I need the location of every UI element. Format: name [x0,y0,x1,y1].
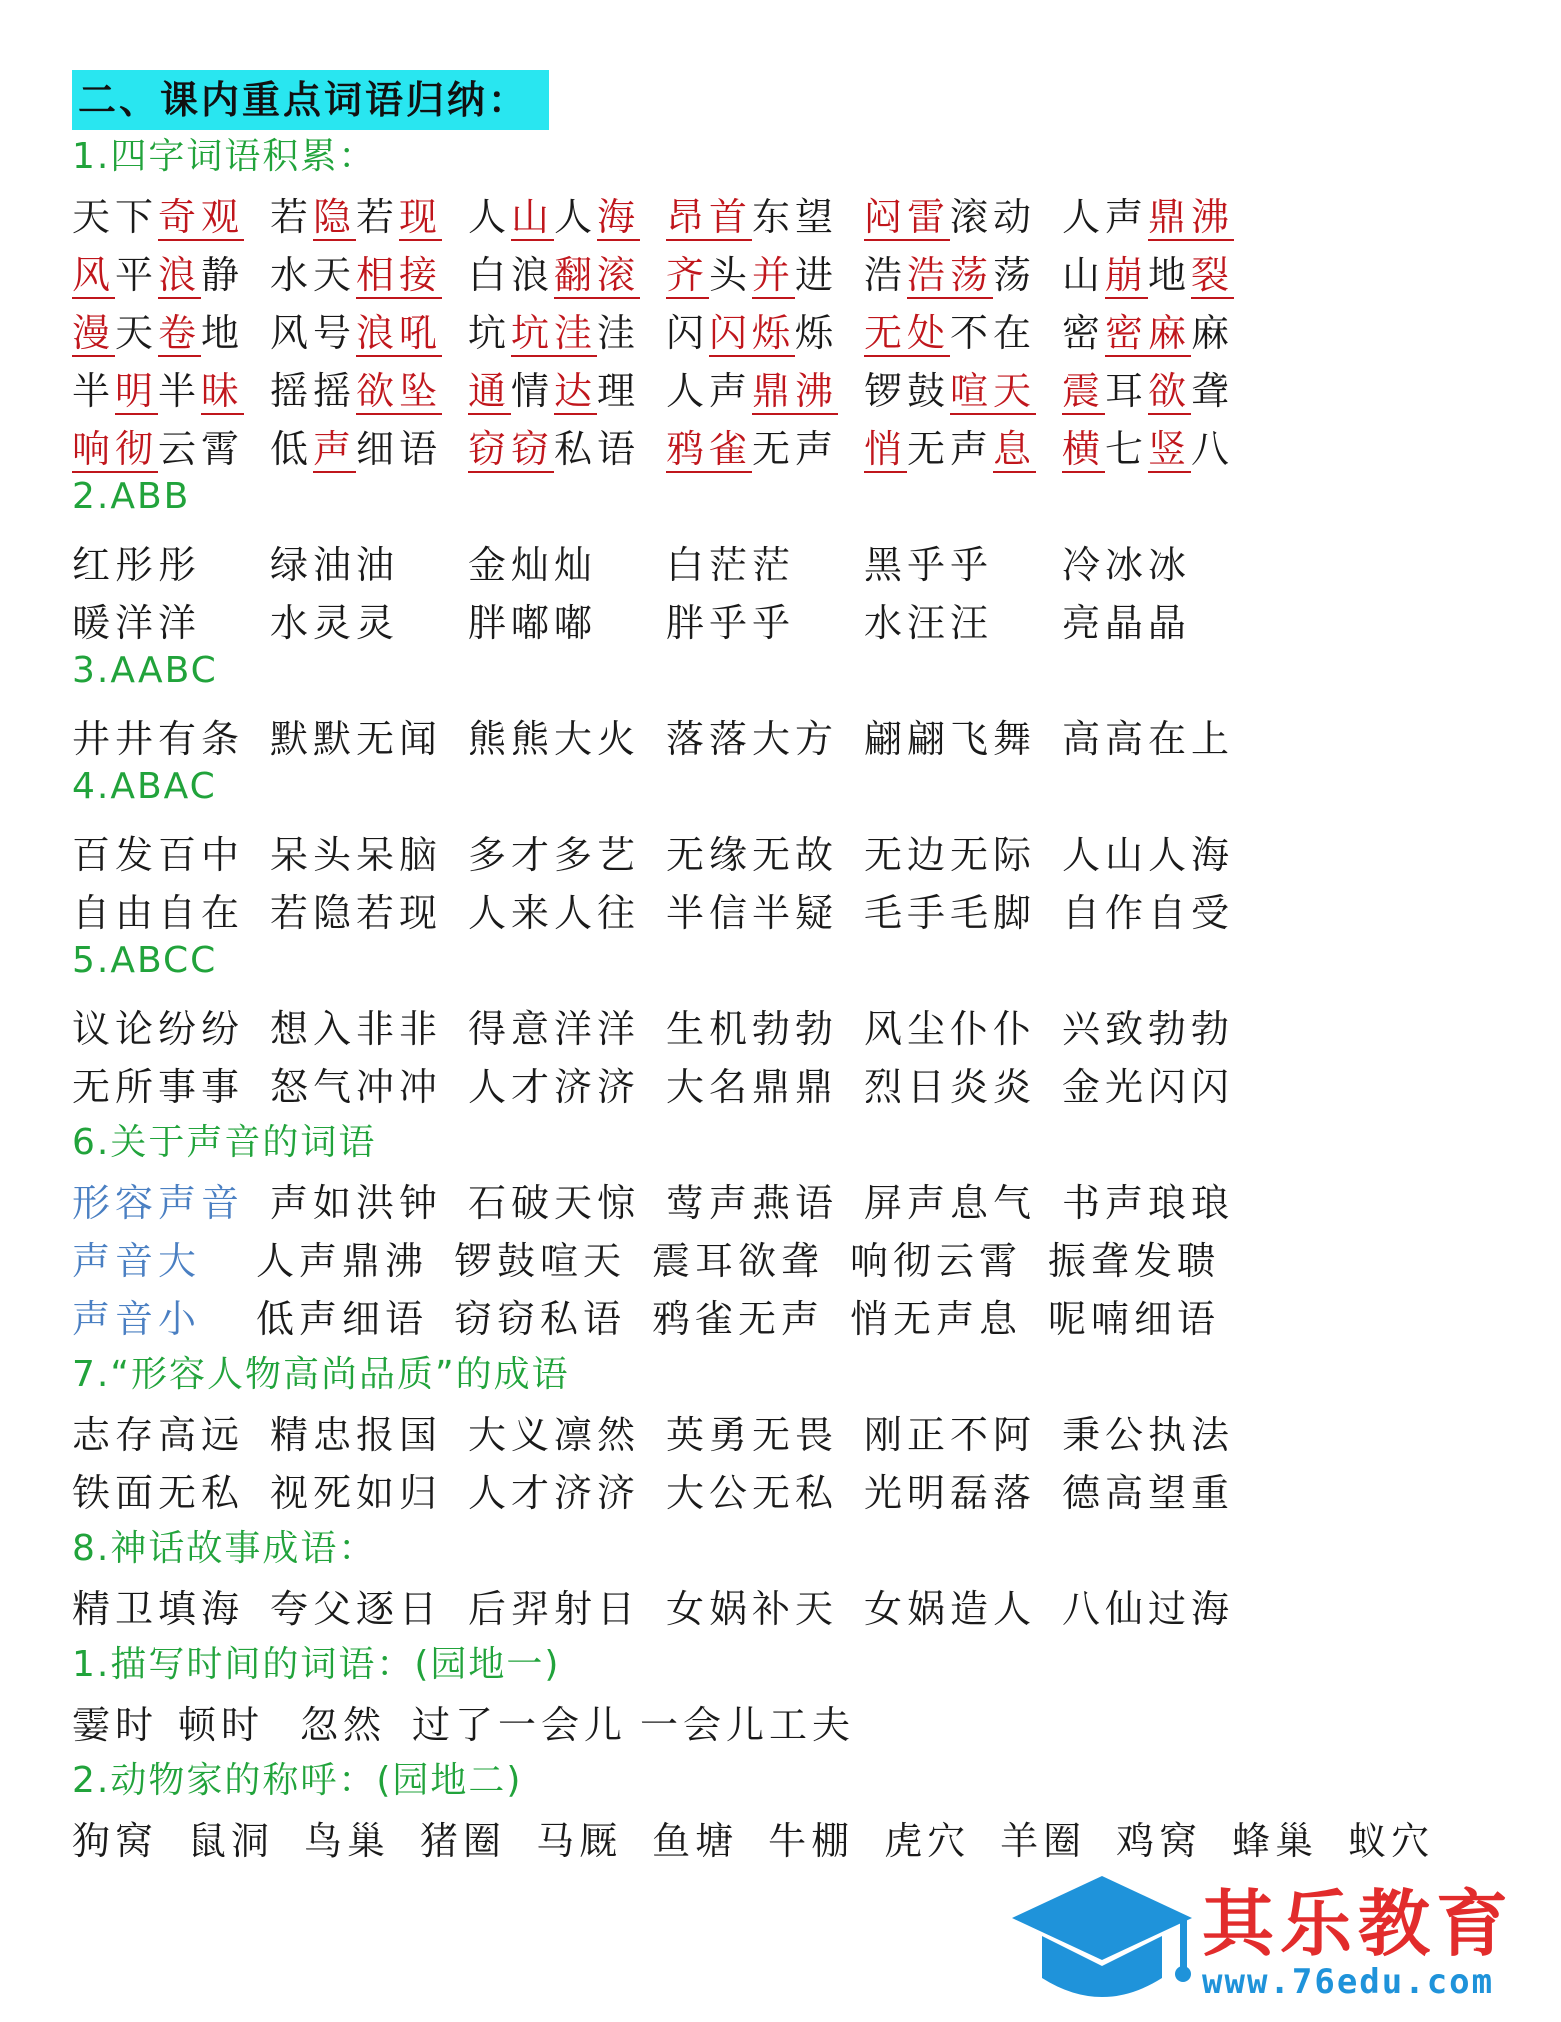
word: 屏声息气 [864,1181,1037,1225]
word: 自作自受 [1062,891,1235,935]
highlighted-text: 横 [1062,427,1106,471]
highlighted-text: 漫 [72,311,116,355]
plain-text: 浩 [864,253,908,297]
plain-text: 半 [72,369,116,413]
idiom [468,302,640,357]
highlighted-text: 浪吼 [356,311,443,355]
plain-text: 水天 [270,253,357,297]
word: 熊熊大火 [468,717,641,761]
plain-text: 地 [1148,253,1192,297]
plain-text: 麻 [1191,311,1235,355]
plain-text: 聋 [1191,369,1235,413]
idiom [72,302,244,357]
word: 想入非非 [270,1007,443,1051]
plain-text: 七 [1105,427,1149,471]
word: 霎时 [72,1703,159,1747]
plain-text: 进 [795,253,839,297]
idiom [270,302,442,357]
highlighted-text: 并 [752,253,796,297]
highlighted-text: 息 [993,427,1037,471]
idiom [666,244,838,299]
highlighted-text: 现 [399,195,443,239]
word: 秉公执法 [1062,1413,1235,1457]
word: 女娲造人 [864,1587,1037,1631]
word: 羊圈 [1000,1819,1087,1863]
plain-text: 人 [468,195,512,239]
word: 志存高远 [72,1413,245,1457]
word: 烈日炎炎 [864,1065,1037,1109]
plain-text: 无声 [752,427,839,471]
idiom [270,360,442,415]
word: 窃窃私语 [454,1297,627,1341]
highlighted-text: 声 [313,427,357,471]
plain-text: 人声 [1062,195,1149,239]
word: 精卫填海 [72,1587,245,1631]
word: 无缘无故 [666,833,839,877]
idiom [468,186,640,241]
plain-text: 人 [554,195,598,239]
highlighted-text: 浪 [158,253,202,297]
word: 声如洪钟 [270,1181,443,1225]
idiom [270,186,442,241]
word: 女娲补天 [666,1587,839,1631]
word: 精忠报国 [270,1413,443,1457]
plain-text: 白浪 [468,253,555,297]
section-heading: 3.AABC [72,650,218,691]
word: 狗窝 [72,1819,159,1863]
section-heading: 6.关于声音的词语 [72,1122,377,1163]
highlighted-text: 奇观 [158,195,245,239]
word: 低声细语 [256,1297,429,1341]
plain-text: 若 [270,195,314,239]
highlighted-text: 悄 [864,427,908,471]
highlighted-text: 昂首 [666,195,753,239]
idiom [1062,418,1234,473]
plain-text: 东望 [752,195,839,239]
word: 马厩 [536,1819,623,1863]
plain-text: 云霄 [158,427,245,471]
plain-text: 摇摇 [270,369,357,413]
word: 议论纷纷 [72,1007,245,1051]
word: 胖乎乎 [666,601,796,645]
highlighted-text: 明 [115,369,159,413]
idiom [864,360,1036,415]
plain-text: 低 [270,427,314,471]
word: 德高望重 [1062,1471,1235,1515]
idiom [666,418,838,473]
highlighted-text: 坑洼 [511,311,598,355]
word: 一会儿工夫 [640,1703,856,1747]
plain-text: 若 [356,195,400,239]
idiom [1062,244,1234,299]
word: 亮晶晶 [1062,601,1192,645]
idiom [1062,360,1234,415]
word: 默默无闻 [270,717,443,761]
plain-text: 荡 [993,253,1037,297]
word: 红彤彤 [72,543,202,587]
word: 鸟巢 [304,1819,391,1863]
word: 高高在上 [1062,717,1235,761]
plain-text: 密 [1062,311,1106,355]
idiom [864,418,1036,473]
highlighted-text: 山 [511,195,555,239]
word: 金光闪闪 [1062,1065,1235,1109]
plain-text: 八 [1191,427,1235,471]
word: 猪圈 [420,1819,507,1863]
highlighted-text: 闷雷 [864,195,951,239]
word-list [72,1810,1434,1865]
word: 忽然 [300,1703,387,1747]
plain-text: 人声 [666,369,753,413]
word: 悄无声息 [850,1297,1023,1341]
highlighted-text: 相接 [356,253,443,297]
word: 百发百中 [72,833,245,877]
word: 胖嘟嘟 [468,601,598,645]
word: 兴致勃勃 [1062,1007,1235,1051]
idiom [864,244,1036,299]
word: 井井有条 [72,717,245,761]
highlighted-text: 浩荡 [907,253,994,297]
row-label: 声音小 [72,1297,202,1341]
word: 毛手毛脚 [864,891,1037,935]
plain-text: 烁 [795,311,839,355]
plain-text: 静 [201,253,245,297]
word: 人才济济 [468,1065,641,1109]
highlighted-text: 裂 [1191,253,1235,297]
logo-name: 其乐教育 [1202,1882,1515,1966]
highlighted-text: 翻滚 [554,253,641,297]
plain-text: 头 [709,253,753,297]
word: 黑乎乎 [864,543,994,587]
highlighted-text: 竖 [1148,427,1192,471]
word: 人来人往 [468,891,641,935]
word: 怒气冲冲 [270,1065,443,1109]
plain-text: 情 [511,369,555,413]
word: 刚正不阿 [864,1413,1037,1457]
highlighted-text: 窃窃 [468,427,555,471]
word: 翩翩飞舞 [864,717,1037,761]
highlighted-text: 卷 [158,311,202,355]
plain-text: 滚动 [950,195,1037,239]
word: 牛棚 [768,1819,855,1863]
word: 生机勃勃 [666,1007,839,1051]
plain-text: 平 [115,253,159,297]
word: 多才多艺 [468,833,641,877]
section-heading: 1.描写时间的词语：(园地一) [72,1644,561,1685]
word: 呢喃细语 [1048,1297,1221,1341]
page-title: 二、课内重点词语归纳： [72,70,549,130]
highlighted-text: 通 [468,369,512,413]
idiom [1062,302,1234,357]
graduation-cap-icon [1002,1866,1202,2016]
plain-text: 细语 [356,427,443,471]
plain-text: 耳 [1105,369,1149,413]
word: 大公无私 [666,1471,839,1515]
highlighted-text: 无处 [864,311,951,355]
plain-text: 风号 [270,311,357,355]
word: 绿油油 [270,543,400,587]
idiom [270,244,442,299]
idiom [72,186,244,241]
section-heading: 1.四字词语积累： [72,136,377,177]
plain-text: 半 [158,369,202,413]
word: 蚁穴 [1348,1819,1435,1863]
word: 若隐若现 [270,891,443,935]
word: 呆头呆脑 [270,833,443,877]
word: 后羿射日 [468,1587,641,1631]
highlighted-text: 欲 [1148,369,1192,413]
section-heading: 2.ABB [72,476,191,517]
word: 金灿灿 [468,543,598,587]
word: 视死如归 [270,1471,443,1515]
plain-text: 无声 [907,427,994,471]
section-heading: 7.“形容人物高尚品质”的成语 [72,1354,570,1395]
logo-url: www.76edu.com [1202,1962,1495,2002]
word: 鸡窝 [1116,1819,1203,1863]
idiom [666,360,838,415]
plain-text: 天 [115,311,159,355]
section-heading: 5.ABCC [72,940,218,981]
plain-text: 坑 [468,311,512,355]
idiom [72,418,244,473]
word: 响彻云霄 [850,1239,1023,1283]
plain-text: 不在 [950,311,1037,355]
highlighted-text: 隐 [313,195,357,239]
section-heading: 8.神话故事成语： [72,1528,377,1569]
word: 鼠洞 [188,1819,275,1863]
plain-text: 锣鼓 [864,369,951,413]
word: 水灵灵 [270,601,400,645]
word: 自由自在 [72,891,245,935]
plain-text: 洼 [597,311,641,355]
word: 夸父逐日 [270,1587,443,1631]
idiom [666,186,838,241]
section-heading: 2.动物家的称呼：(园地二) [72,1760,523,1801]
word: 落落大方 [666,717,839,761]
highlighted-text: 齐 [666,253,710,297]
word: 人山人海 [1062,833,1235,877]
word: 英勇无畏 [666,1413,839,1457]
word: 震耳欲聋 [652,1239,825,1283]
idiom [468,360,640,415]
highlighted-text: 响彻 [72,427,159,471]
word: 八仙过海 [1062,1587,1235,1631]
word: 水汪汪 [864,601,994,645]
word: 过了一会儿 [412,1703,628,1747]
word: 白茫茫 [666,543,796,587]
idiom [72,244,244,299]
highlighted-text: 海 [597,195,641,239]
highlighted-text: 达 [554,369,598,413]
word: 风尘仆仆 [864,1007,1037,1051]
highlighted-text: 鼎沸 [1148,195,1235,239]
plain-text: 天下 [72,195,159,239]
plain-text: 地 [201,311,245,355]
section-heading: 4.ABAC [72,766,217,807]
row-label: 声音大 [72,1239,202,1283]
row-label: 形容声音 [72,1181,245,1225]
word: 石破天惊 [468,1181,641,1225]
word: 暖洋洋 [72,601,202,645]
idiom [468,418,640,473]
highlighted-text: 震 [1062,369,1106,413]
word: 人才济济 [468,1471,641,1515]
plain-text: 理 [597,369,641,413]
word: 虎穴 [884,1819,971,1863]
idiom [270,418,442,473]
highlighted-text: 崩 [1105,253,1149,297]
word: 振聋发聩 [1048,1239,1221,1283]
word: 顿时 [178,1703,265,1747]
word: 蜂巢 [1232,1819,1319,1863]
word: 莺声燕语 [666,1181,839,1225]
word: 光明磊落 [864,1471,1037,1515]
word: 无边无际 [864,833,1037,877]
highlighted-text: 欲坠 [356,369,443,413]
word: 鱼塘 [652,1819,739,1863]
word: 人声鼎沸 [256,1239,429,1283]
word: 鸦雀无声 [652,1297,825,1341]
highlighted-text: 喧天 [950,369,1037,413]
plain-text: 山 [1062,253,1106,297]
idiom [864,302,1036,357]
word: 半信半疑 [666,891,839,935]
plain-text: 私语 [554,427,641,471]
brand-logo [1002,1866,1522,2016]
word: 无所事事 [72,1065,245,1109]
highlighted-text: 鸦雀 [666,427,753,471]
highlighted-text: 闪烁 [709,311,796,355]
plain-text: 闪 [666,311,710,355]
idiom [72,360,244,415]
word: 冷冰冰 [1062,543,1192,587]
idiom [666,302,838,357]
word: 锣鼓喧天 [454,1239,627,1283]
highlighted-text: 风 [72,253,116,297]
word: 大义凛然 [468,1413,641,1457]
idiom [468,244,640,299]
highlighted-text: 昧 [201,369,245,413]
word: 书声琅琅 [1062,1181,1235,1225]
word: 大名鼎鼎 [666,1065,839,1109]
idiom [1062,186,1234,241]
highlighted-text: 鼎沸 [752,369,839,413]
word: 得意洋洋 [468,1007,641,1051]
highlighted-text: 密麻 [1105,311,1192,355]
idiom [864,186,1036,241]
word: 铁面无私 [72,1471,245,1515]
